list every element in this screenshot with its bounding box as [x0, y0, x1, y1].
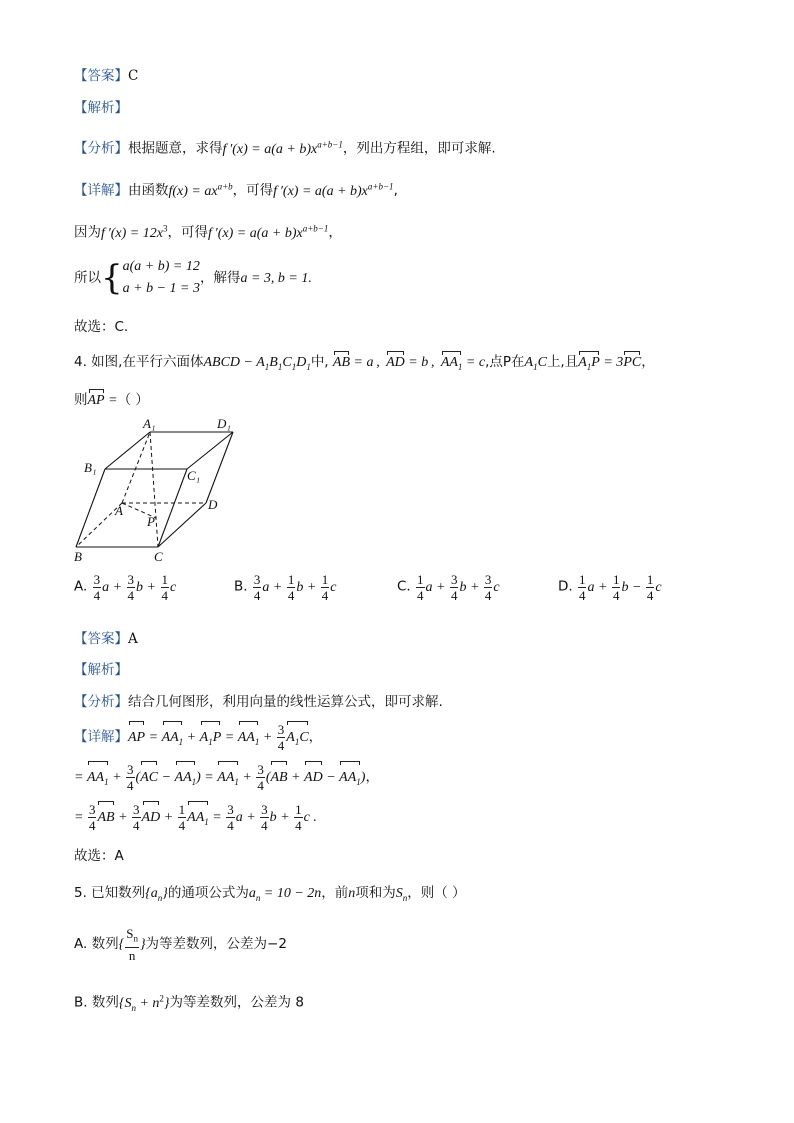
formula: = $\frac{3}{4}$ AB + $\frac{3}{4}$ AD + $\frac{1}{4}$ $AA_1$ = $\frac{3}{4}$ a + $\frac{3}{4}$ b + $\frac{1}{4}$ c . — [74, 810, 317, 825]
answer-paren: （ ） — [117, 392, 149, 408]
option-formula: $\frac{3}{4}$ a + $\frac{3}{4}$ b + $\frac{1}{4}$ c — [93, 572, 177, 603]
stem-text: 项和为 — [355, 885, 396, 901]
formula: $f(x) = ax^{a+b}$ — [168, 181, 233, 199]
stem-text: 中, — [310, 354, 329, 370]
edge-a-a1 — [122, 432, 150, 503]
q3-choose: 故选：C. — [74, 319, 129, 335]
q4-answer-line — [74, 629, 138, 649]
equation-system: a(a + b) = 12 a + b − 1 = 3 — [122, 259, 200, 296]
q4-choose: 故选：A — [74, 848, 124, 864]
stem-text: ,点P在 — [485, 354, 525, 370]
text: 因为 — [74, 224, 101, 241]
answer-value: C — [128, 68, 139, 84]
label-b1: B₁ — [84, 460, 97, 475]
fenxi-tag: 【分析】 — [74, 694, 128, 710]
q4-option-d — [558, 572, 662, 603]
q5-option-a — [74, 926, 287, 963]
formula: ABCD − $A_1B_1C_1D_1$ — [203, 355, 311, 372]
option-formula: $\frac{1}{4}$ a + $\frac{3}{4}$ b + $\frac{3}{4}$ c — [417, 572, 500, 603]
q4-option-b — [234, 572, 336, 603]
xiangjie-tag: 【详解】 — [74, 182, 128, 199]
option-label: A. — [74, 578, 88, 595]
option-label: B. — [234, 578, 248, 595]
formula: $a_n = 10 - 2n$ — [248, 886, 322, 903]
answer-value: A — [128, 631, 138, 647]
text: ，解得 — [199, 270, 241, 286]
label-a: A — [115, 503, 123, 518]
formula: $A_1P = 3PC$ — [578, 355, 641, 370]
q4-xiangjie-line3 — [74, 802, 317, 837]
q3-xiangjie-line: 【详解】由函数$f(x) = ax^{a+b}$，可得f $'(x) = a(a + b)x^{a+b-1}$, — [74, 181, 398, 199]
label-d: D — [208, 497, 218, 512]
label-p: P — [147, 514, 155, 529]
option-label: C. — [397, 578, 411, 595]
formula: $S_n$ — [395, 886, 408, 903]
formula: = $AA_1$ + $\frac{3}{4}$ $(AC - AA_1) = AA_1$ + $\frac{3}{4}$ (AB + AD − $AA_1$) — [74, 770, 365, 785]
label-b: B — [74, 549, 82, 564]
formula: f $'(x) = 12x^3$ — [101, 223, 168, 241]
label-d1: D₁ — [217, 416, 231, 431]
q4-xiangjie-line2: = $AA_1$ + $\frac{3}{4}$ $(AC - AA_1) = AA_1$ + $\frac{3}{4}$ (AB + AD − $AA_1$)， — [74, 762, 379, 797]
edge-b1-a1 — [105, 432, 150, 469]
option-label: A. 数列 — [74, 936, 119, 952]
stem-text: ，前 — [321, 885, 349, 901]
formula: { $\frac{S_n}{n}$ } — [118, 926, 146, 964]
stem-text: 的通项公式为 — [167, 885, 249, 901]
stem-text: 上,且 — [546, 354, 579, 370]
text: 由函数 — [128, 182, 169, 199]
q3-because-line: 因为f $'(x) = 12x^3$，可得f $'(x) = a(a + b)x^{a+b-1}$， — [74, 223, 342, 241]
q4-option-a — [74, 572, 176, 603]
option-formula: $\frac{1}{4}$ a + $\frac{1}{4}$ b − $\frac{1}{4}$ c — [578, 572, 662, 603]
answer-tag: 【答案】 — [74, 68, 128, 84]
q4-xiangjie-line1: 【详解】AP = $AA_1 + A_1P = AA_1$ + $\frac{3}{4}$ $A_1C$， — [74, 722, 322, 757]
q3-answer-line — [74, 66, 138, 86]
fenxi-text: 结合几何图形，利用向量的线性运算公式，即可求解. — [128, 694, 443, 710]
fenxi-text: ，列出方程组，即可求解. — [342, 140, 496, 157]
parallelepiped-figure — [70, 414, 250, 564]
edge-b-b1 — [76, 469, 105, 547]
edge-c-c1 — [158, 469, 187, 547]
xiangjie-tag: 【详解】 — [74, 729, 128, 745]
formula: $\{a_n\}$ — [145, 886, 168, 903]
q4-fenxi-line — [74, 692, 443, 712]
option-text: 为等差数列，公差为−2 — [145, 936, 287, 952]
option-formula: $\frac{3}{4}$ a + $\frac{1}{4}$ b + $\frac{1}{4}$ c — [253, 572, 337, 603]
q3-analysis-line — [74, 98, 128, 118]
answer-tag: 【答案】 — [74, 631, 128, 647]
analysis-tag: 【解析】 — [74, 100, 128, 116]
text: ，可得 — [167, 224, 208, 241]
label-c: C — [154, 549, 163, 564]
stem-text: 则 — [74, 392, 88, 408]
q4-analysis-line — [74, 660, 128, 680]
q5-stem — [74, 883, 466, 908]
formula: $A_1C$ — [524, 355, 547, 372]
q3-system-line: 所以{ a(a + b) = 12 a + b − 1 = 3 ，解得a = 3, b = 1. — [74, 258, 312, 298]
fenxi-text: 根据题意，求得 — [128, 140, 223, 157]
formula: f $'(x) = a(a + b)x^{a+b-1}$ — [273, 181, 394, 199]
stem-text: ，则（ ） — [407, 885, 466, 901]
option-text: 为等差数列，公差为 8 — [169, 994, 304, 1011]
q4-option-c — [397, 572, 500, 603]
q5-option-b — [74, 988, 304, 1017]
formula: AP = — [88, 393, 118, 408]
edge-c-d — [158, 503, 206, 547]
stem-text: 4. 如图,在平行六面体 — [74, 354, 204, 370]
stem-text: 5. 已知数列 — [74, 885, 146, 901]
q3-fenxi-line — [74, 134, 496, 160]
text: 所以 — [74, 270, 101, 286]
formula: f $'(x) = a(a + b)x^{a+b-1}$ — [222, 139, 343, 157]
fenxi-tag: 【分析】 — [74, 140, 128, 157]
label-a1: A₁ — [143, 416, 156, 431]
label-c1: C₁ — [187, 468, 201, 483]
q4-stem-line1: 4. 如图,在平行六面体ABCD − $A_1B_1C_1D_1$中, AB = a , AD = b , $AA_1 = c$,点P在$A_1C$上,且$A_1P = 3PC$， — [74, 352, 655, 377]
formula: $\{S_n + n^2\}$ — [118, 993, 170, 1013]
q4-stem-line2 — [74, 390, 149, 411]
text: ，可得 — [232, 182, 274, 199]
option-label: D. — [558, 578, 573, 595]
formula: AB = a , AD = b , $AA_1 = c$ — [333, 355, 485, 370]
diag-a1-c — [150, 432, 158, 547]
option-label: B. 数列 — [74, 994, 119, 1011]
formula: n — [348, 886, 356, 901]
formula: AP = $AA_1 + A_1P = AA_1$ + $\frac{3}{4}$ $A_1C$ — [128, 730, 309, 745]
formula: a = 3, b = 1. — [240, 271, 312, 286]
analysis-tag: 【解析】 — [74, 662, 128, 678]
formula: f $'(x) = a(a + b)x^{a+b-1}$ — [207, 223, 329, 241]
